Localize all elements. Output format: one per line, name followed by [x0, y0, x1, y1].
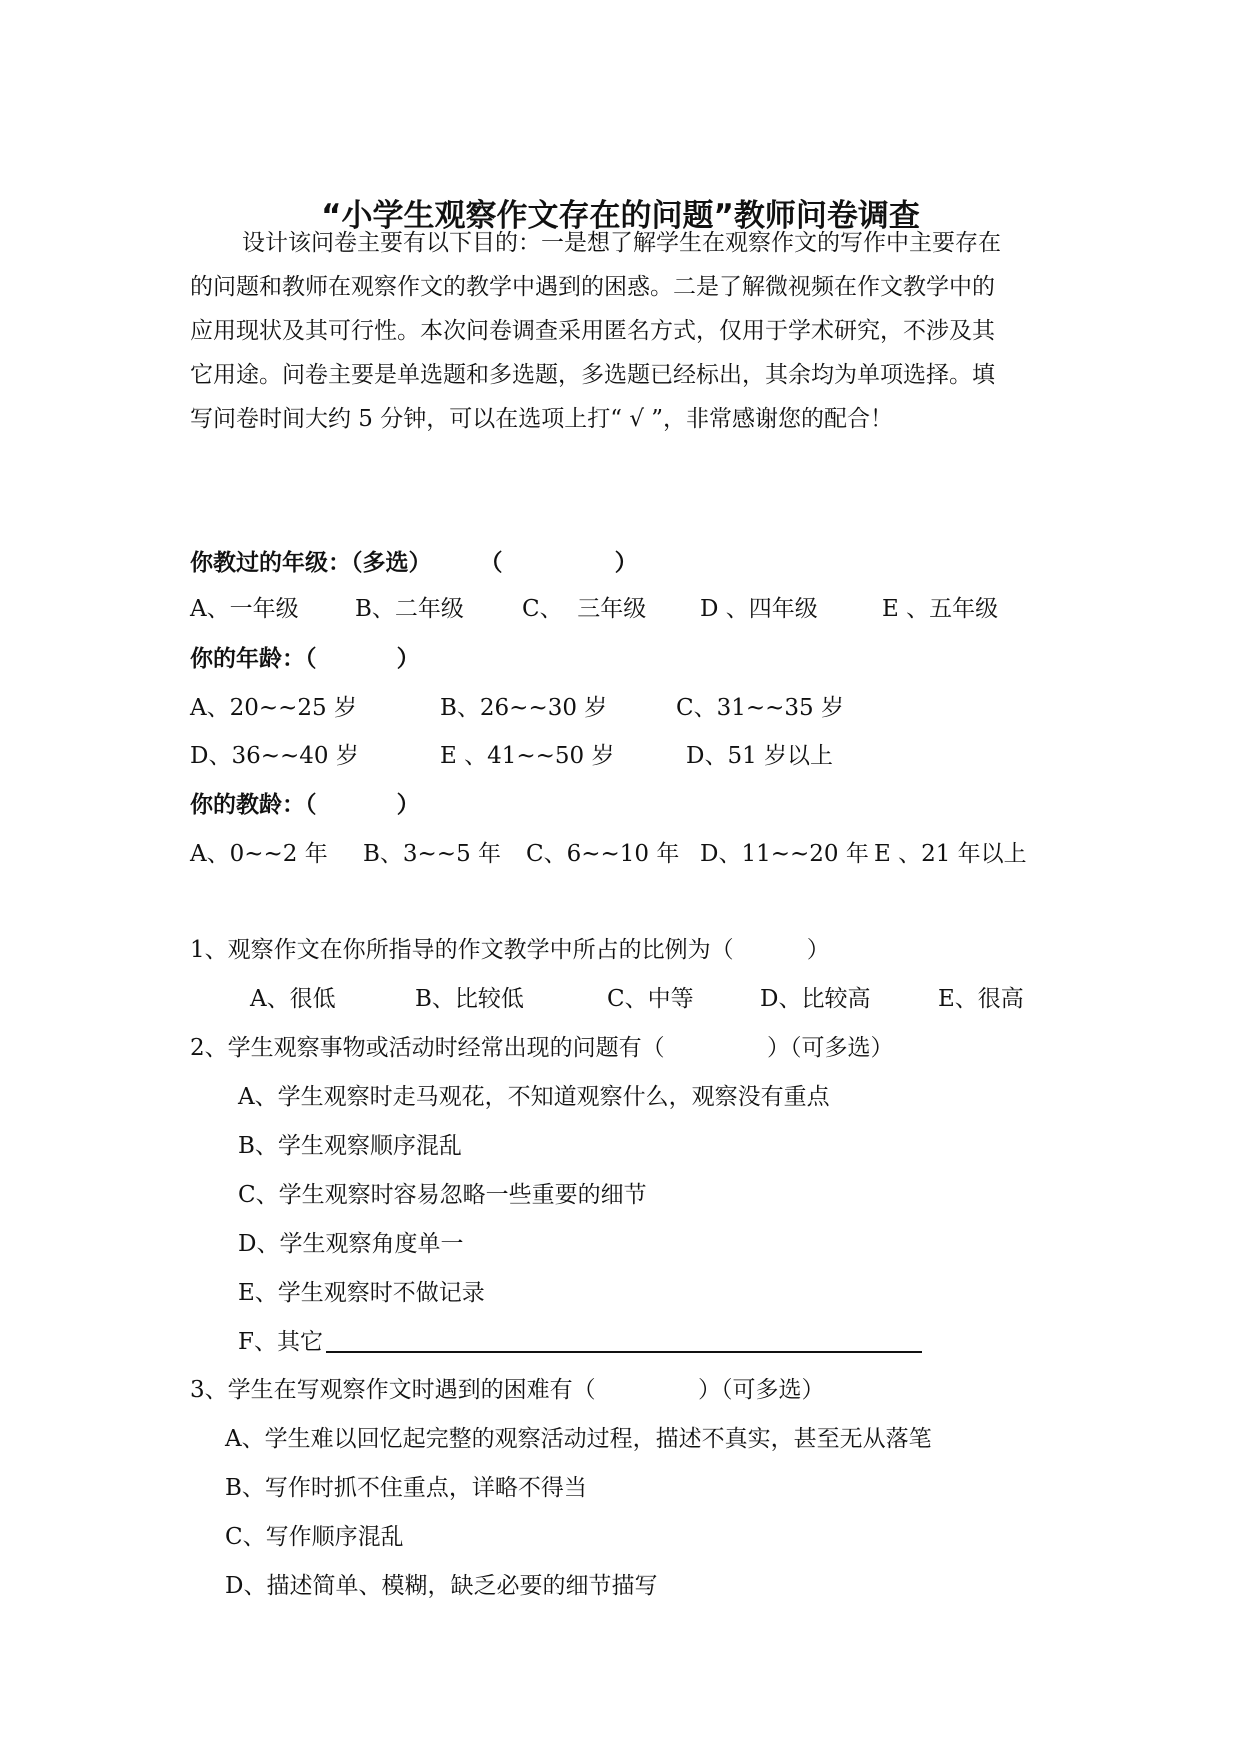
- grade-option-d[interactable]: D 、四年级: [700, 596, 818, 622]
- intro-line-1: 设计该问卷主要有以下目的：一是想了解学生在观察作文的写作中主要存在: [242, 230, 1001, 256]
- intro-line-2: 的问题和教师在观察作文的教学中遇到的困惑。二是了解微视频在作文教学中的: [190, 274, 995, 300]
- q2-option-b[interactable]: B、学生观察顺序混乱: [238, 1133, 462, 1159]
- teach-years-option-b[interactable]: B、3~~5 年: [363, 841, 502, 867]
- teach-years-question-label: 你的教龄：（ ）: [190, 792, 420, 818]
- age-option-d[interactable]: D、36~~40 岁: [190, 743, 359, 769]
- grade-question-label: 你教过的年级：（多选） （ ）: [190, 550, 638, 576]
- q3-option-c[interactable]: C、写作顺序混乱: [225, 1524, 404, 1550]
- q1-option-d[interactable]: D、比较高: [760, 986, 871, 1012]
- q2-other-blank[interactable]: [326, 1351, 922, 1353]
- q2-option-d[interactable]: D、学生观察角度单一: [238, 1231, 464, 1257]
- age-question-label: 你的年龄：（ ）: [190, 646, 420, 672]
- q2-option-a[interactable]: A、学生观察时走马观花，不知道观察什么，观察没有重点: [238, 1084, 830, 1110]
- q1-option-c[interactable]: C、中等: [607, 986, 694, 1012]
- teach-years-option-d[interactable]: D、11~~20 年: [700, 841, 869, 867]
- grade-option-b[interactable]: B、二年级: [355, 596, 464, 622]
- q3-label: 3、学生在写观察作文时遇到的困难有（ ）（可多选）: [190, 1377, 825, 1403]
- age-option-f[interactable]: D、51 岁以上: [686, 743, 834, 769]
- age-option-b[interactable]: B、26~~30 岁: [440, 695, 608, 721]
- q1-option-b[interactable]: B、比较低: [415, 986, 524, 1012]
- q3-option-b[interactable]: B、写作时抓不住重点，详略不得当: [225, 1475, 587, 1501]
- q1-label: 1、观察作文在你所指导的作文教学中所占的比例为（ ）: [190, 937, 830, 963]
- q3-option-d[interactable]: D、描述简单、模糊，缺乏必要的细节描写: [225, 1573, 658, 1599]
- grade-option-e[interactable]: E 、五年级: [882, 596, 999, 622]
- intro-line-5: 写问卷时间大约 5 分钟，可以在选项上打“ √ ”，非常感谢您的配合！: [190, 406, 894, 432]
- teach-years-option-e[interactable]: E 、21 年以上: [874, 841, 1027, 867]
- age-option-c[interactable]: C、31~~35 岁: [676, 695, 844, 721]
- document-title: “小学生观察作文存在的问题”教师问卷调查: [321, 198, 920, 234]
- q3-option-a[interactable]: A、学生难以回忆起完整的观察活动过程，描述不真实，甚至无从落笔: [225, 1426, 932, 1452]
- q2-option-c[interactable]: C、学生观察时容易忽略一些重要的细节: [238, 1182, 647, 1208]
- teach-years-option-a[interactable]: A、0~~2 年: [190, 841, 328, 867]
- grade-option-a[interactable]: A、一年级: [190, 596, 299, 622]
- intro-line-4: 它用途。问卷主要是单选题和多选题，多选题已经标出，其余均为单项选择。填: [190, 362, 995, 388]
- intro-line-3: 应用现状及其可行性。本次问卷调查采用匿名方式，仅用于学术研究，不涉及其: [190, 318, 995, 344]
- teach-years-option-c[interactable]: C、6~~10 年: [526, 841, 680, 867]
- q2-option-e[interactable]: E、学生观察时不做记录: [238, 1280, 485, 1306]
- grade-option-c[interactable]: C、 三年级: [522, 596, 647, 622]
- age-option-e[interactable]: E 、41~~50 岁: [440, 743, 615, 769]
- q2-label: 2、学生观察事物或活动时经常出现的问题有（ ）（可多选）: [190, 1035, 894, 1061]
- q2-option-f[interactable]: F、其它: [238, 1329, 323, 1355]
- age-option-a[interactable]: A、20~~25 岁: [190, 695, 357, 721]
- q1-option-a[interactable]: A、很低: [250, 986, 336, 1012]
- q1-option-e[interactable]: E、很高: [938, 986, 1024, 1012]
